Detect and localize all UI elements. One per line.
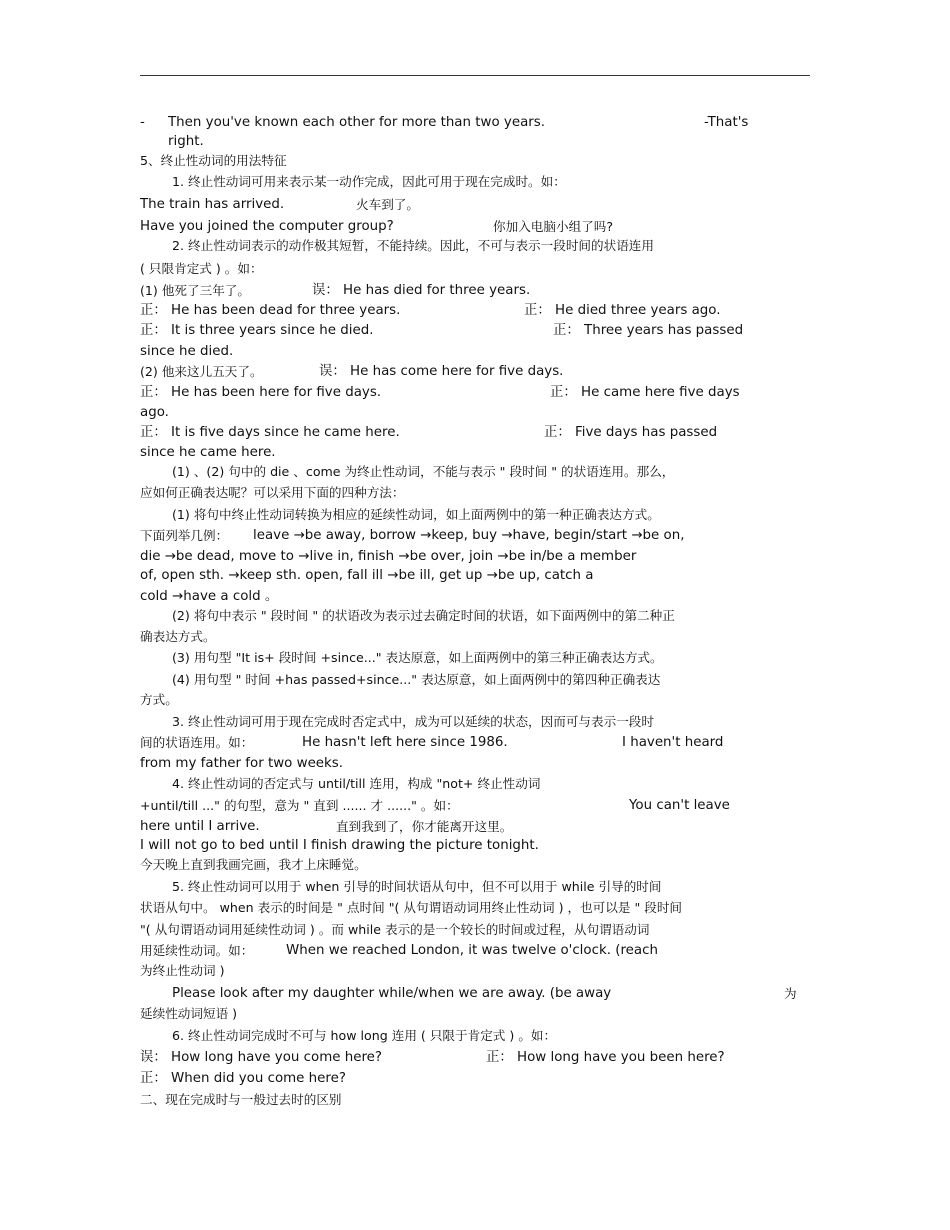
text-line-l11a: 正： It is three years since he died. — [140, 323, 374, 338]
text-line-l42: 为终止性动词 ) — [140, 963, 225, 978]
text-line-l35b: 直到我到了，你才能离开这里。 — [336, 819, 513, 834]
text-line-l1c: -That's — [704, 115, 749, 130]
text-line-l21a: 下面列举几例： — [140, 528, 229, 543]
text-line-l26: 确表达方式。 — [140, 629, 216, 644]
text-line-l16a: 正： It is five days since he came here. — [140, 425, 400, 440]
text-line-l43a: Please look after my daughter while/when we are away. (be away — [172, 986, 612, 1001]
text-line-l2: right. — [168, 134, 204, 149]
text-line-l39: 状语从句中。 when 表示的时间是 " 点时间 "( 从句谓语动词用终止性动词 ) ，也可以是 " 段时间 — [140, 900, 683, 915]
text-line-l18: (1) 、(2) 句中的 die 、come 为终止性动词，不能与表示 " 段时间 " 的状语连用。那么， — [172, 464, 675, 479]
text-line-l32: from my father for two weeks. — [140, 756, 344, 771]
text-line-l41b: When we reached London, it was twelve o'clock. (reach — [286, 943, 658, 958]
text-line-l46b: 正： How long have you been here? — [486, 1050, 725, 1065]
text-line-l9a: (1) 他死了三年了。 — [140, 283, 250, 298]
text-line-l34a: +until/till ..." 的句型，意为 " 直到 ...... 才 ......" 。如： — [140, 798, 459, 813]
text-line-l30: 3. 终止性动词可用于现在完成时否定式中，成为可以延续的状态，因而可与表示一段时 — [172, 714, 654, 729]
text-line-l13a: (2) 他来这儿五天了。 — [140, 364, 263, 379]
text-line-l38: 5. 终止性动词可以用于 when 引导的时间状语从句中，但不可以用于 while 引导的时间 — [172, 879, 662, 894]
text-line-l17: since he came here. — [140, 445, 276, 460]
text-line-l15: ago. — [140, 405, 169, 420]
text-line-l20: (1) 将句中终止性动词转换为相应的延续性动词，如上面两例中的第一种正确表达方式。 — [172, 507, 660, 522]
text-line-l27: (3) 用句型 "It is+ 段时间 +since..." 表达原意，如上面两例中的第三种正确表达方式。 — [172, 650, 663, 665]
text-line-l34b: You can't leave — [629, 798, 730, 813]
text-line-l1b: Then you've known each other for more than two years. — [168, 115, 546, 130]
text-line-l22: die →be dead, move to →live in, finish →be over, join →be in/be a member — [140, 549, 637, 564]
text-line-l5a: The train has arrived. — [140, 197, 285, 212]
text-line-l47: 正： When did you come here? — [140, 1071, 346, 1086]
text-line-l7: 2. 终止性动词表示的动作极其短暂，不能持续。因此，不可与表示一段时间的状语连用 — [172, 238, 654, 253]
text-line-l14b: 正： He came here five days — [550, 385, 740, 400]
text-line-l3: 5、终止性动词的用法特征 — [140, 153, 287, 168]
text-line-l1a: - — [140, 115, 145, 130]
text-line-l29: 方式。 — [140, 692, 178, 707]
text-line-l48: 二、现在完成时与一般过去时的区别 — [140, 1092, 342, 1107]
text-line-l36: I will not go to bed until I finish drawing the picture tonight. — [140, 838, 539, 853]
text-line-l4: 1. 终止性动词可用来表示某一动作完成，因此可用于现在完成时。如： — [172, 174, 566, 189]
text-line-l21b: leave →be away, borrow →keep, buy →have, begin/start →be on, — [253, 528, 685, 543]
text-line-l31c: I haven't heard — [622, 735, 724, 750]
text-line-l9b: 误： He has died for three years. — [312, 283, 531, 298]
text-line-l35a: here until I arrive. — [140, 819, 260, 834]
text-line-l40: "( 从句谓语动词用延续性动词 ) 。而 while 表示的是一个较长的时间或过程，从句谓语动词 — [140, 922, 650, 937]
text-line-l31a: 间的状语连用。如： — [140, 735, 254, 750]
text-line-l13b: 误： He has come here for five days. — [319, 364, 564, 379]
text-line-l10a: 正： He has been dead for three years. — [140, 303, 401, 318]
text-line-l33: 4. 终止性动词的否定式与 until/till 连用，构成 "not+ 终止性动词 — [172, 776, 541, 791]
text-line-l24: cold →have a cold 。 — [140, 589, 279, 604]
text-line-l6a: Have you joined the computer group? — [140, 219, 394, 234]
text-line-l45: 6. 终止性动词完成时不可与 how long 连用 ( 只限于肯定式 ) 。如： — [172, 1028, 557, 1043]
text-line-l14a: 正： He has been here for five days. — [140, 385, 382, 400]
text-line-l28: (4) 用句型 " 时间 +has passed+since..." 表达原意，如上面两例中的第四种正确表达 — [172, 672, 661, 687]
text-line-l8: ( 只限肯定式 ) 。如： — [140, 261, 263, 276]
text-line-l37: 今天晚上直到我画完画，我才上床睡觉。 — [140, 857, 367, 872]
text-line-l43b: 为 — [784, 986, 797, 1001]
header-rule — [140, 75, 810, 76]
text-line-l31b: He hasn't left here since 1986. — [302, 735, 508, 750]
text-line-l5b: 火车到了。 — [356, 197, 419, 212]
text-line-l23: of, open sth. →keep sth. open, fall ill →be ill, get up →be up, catch a — [140, 568, 594, 583]
text-line-l46a: 误： How long have you come here? — [140, 1050, 383, 1065]
text-line-l41a: 用延续性动词。如： — [140, 943, 254, 958]
text-line-l25: (2) 将句中表示 " 段时间 " 的状语改为表示过去确定时间的状语，如下面两例中的第二种正 — [172, 608, 675, 623]
text-line-l19: 应如何正确表达呢？可以采用下面的四种方法： — [140, 485, 405, 500]
text-line-l6b: 你加入电脑小组了吗? — [493, 219, 614, 234]
text-line-l10b: 正： He died three years ago. — [524, 303, 721, 318]
text-line-l44: 延续性动词短语 ) — [140, 1006, 238, 1021]
text-line-l16b: 正： Five days has passed — [544, 425, 718, 440]
text-line-l11b: 正： Three years has passed — [553, 323, 744, 338]
text-line-l12: since he died. — [140, 344, 234, 359]
